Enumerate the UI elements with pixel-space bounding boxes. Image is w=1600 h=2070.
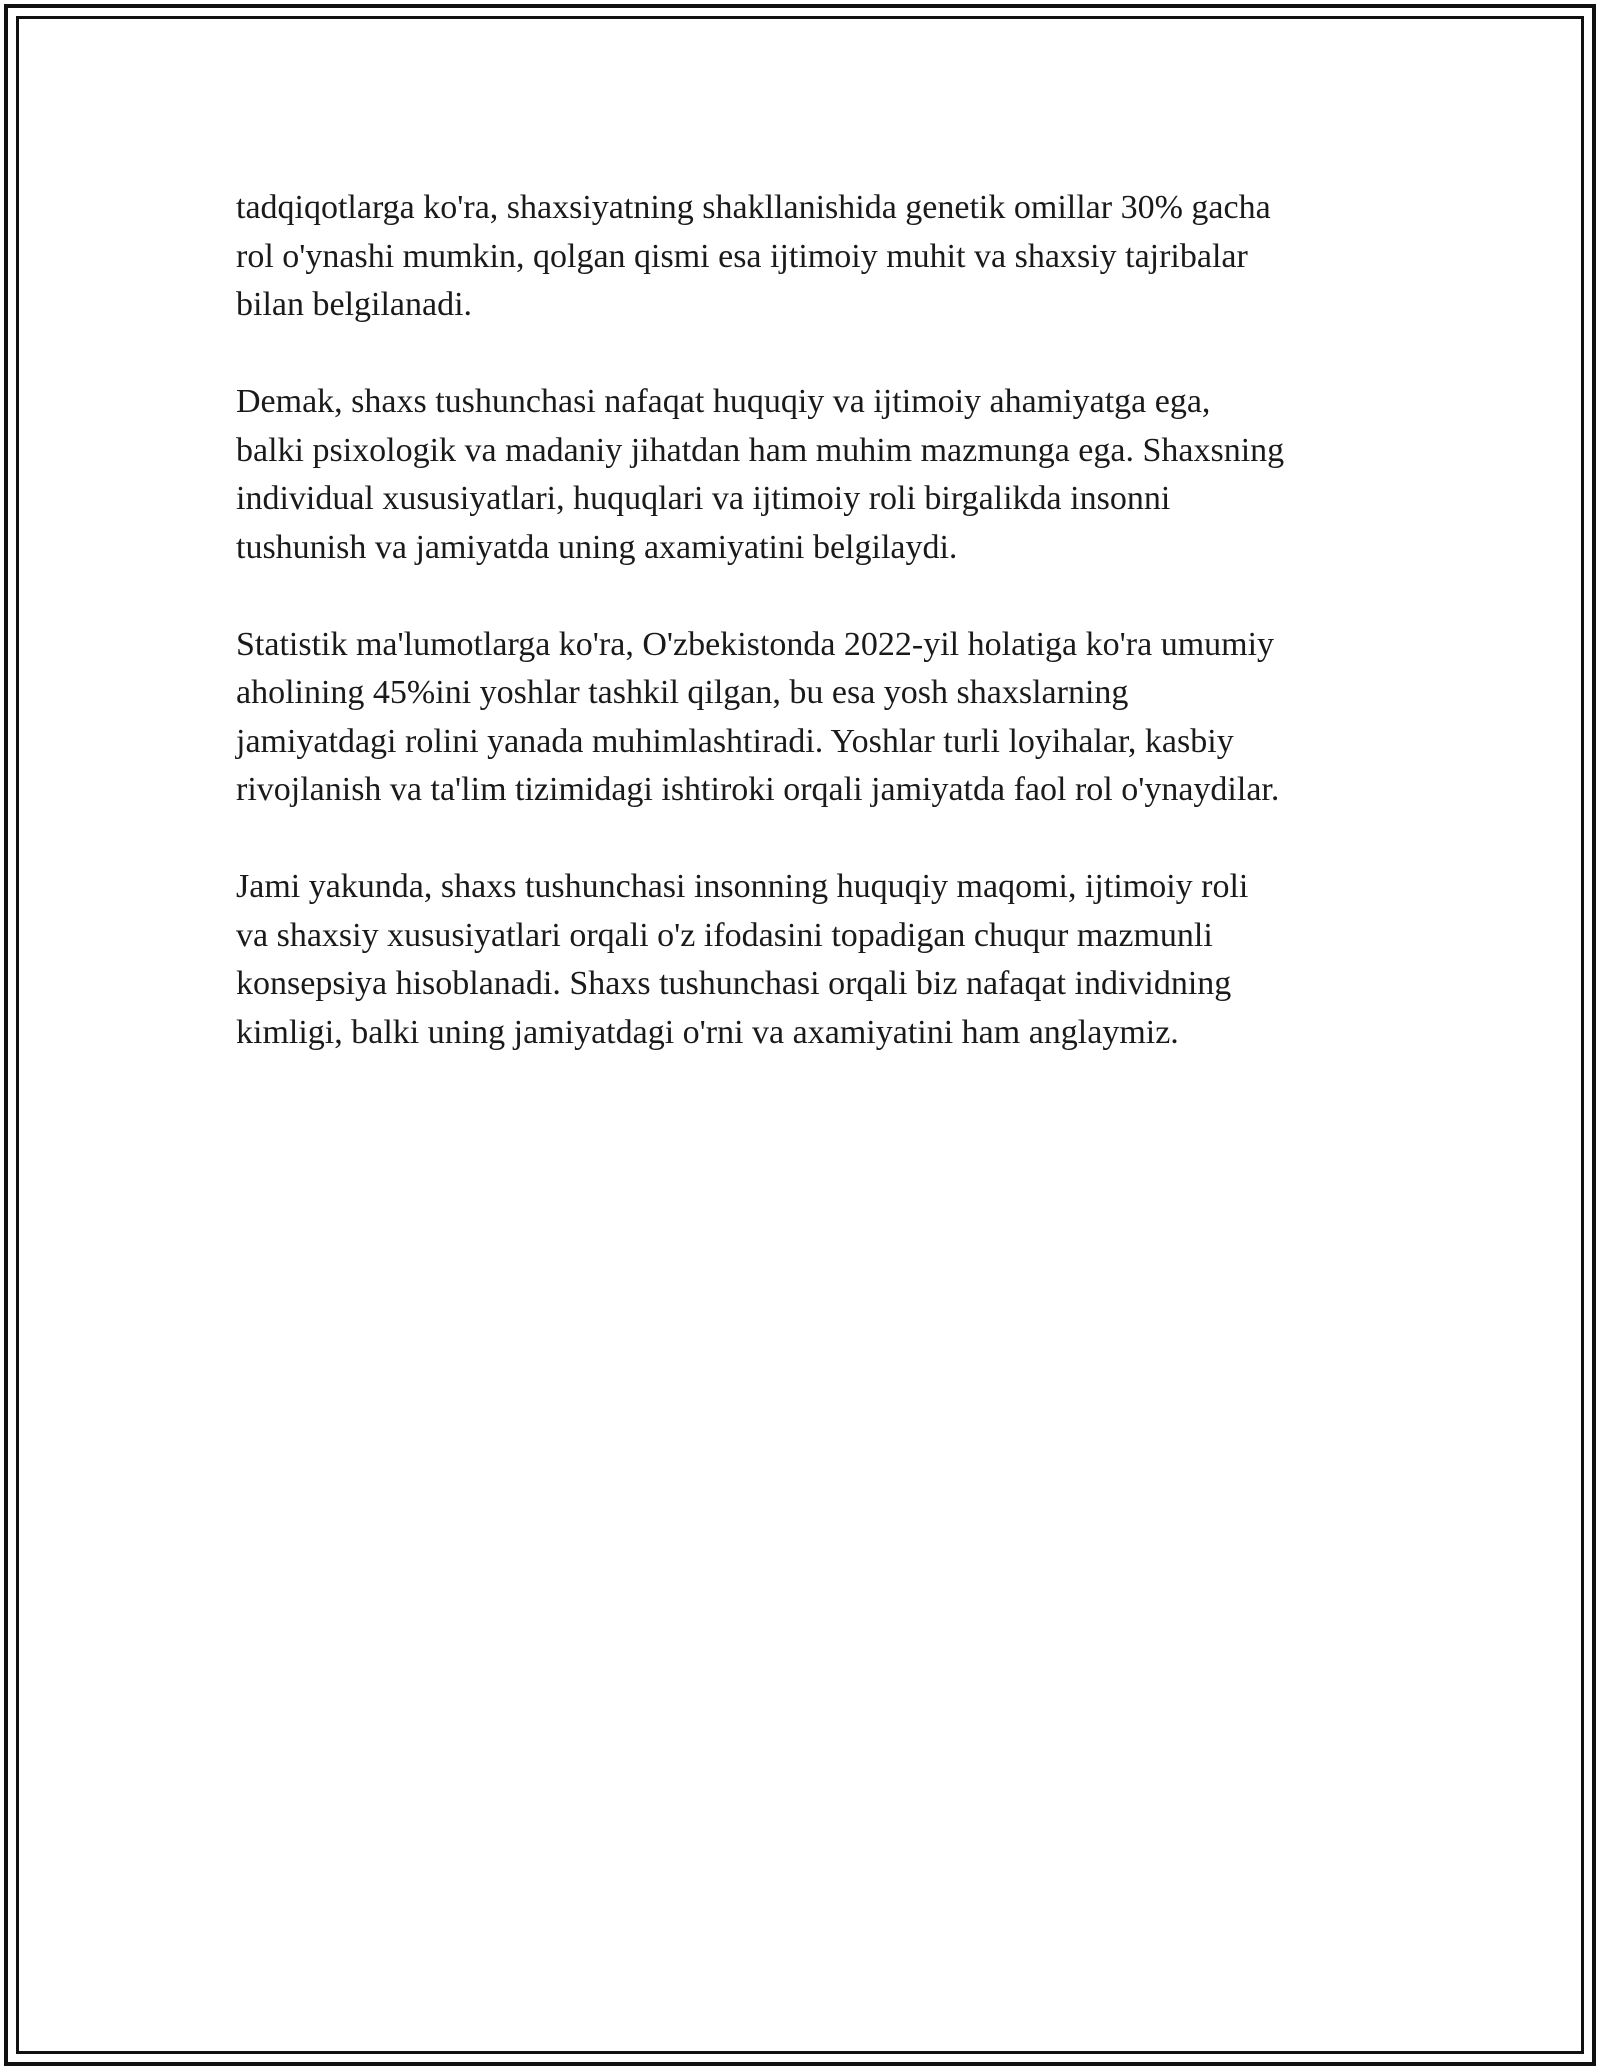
text-line: tushunish va jamiyatda uning axamiyatini belgilaydi. bbox=[236, 528, 958, 566]
text-line: Demak, shaxs tushunchasi nafaqat huquqiy va ijtimoiy ahamiyatga ega, bbox=[236, 383, 1211, 420]
text-line: kimligi, balki uning jamiyatdagi o'rni va axamiyatini ham anglaymiz. bbox=[236, 1013, 1179, 1051]
text-line: va shaxsiy xususiyatlari orqali o'z ifodasini topadigan chuqur mazmunli bbox=[236, 916, 1213, 954]
text-line: aholining 45%ini yoshlar tashkil qilgan, bu esa yosh shaxslarning bbox=[236, 674, 1129, 711]
text-line: individual xususiyatlari, huquqlari va ijtimoiy roli birgalikda insonni bbox=[236, 480, 1171, 517]
document-body bbox=[236, 184, 1396, 1106]
text-line: rol o'ynashi mumkin, qolgan qismi esa ijtimoiy muhit va shaxsiy tajribalar bbox=[236, 237, 1248, 275]
paragraph-1 bbox=[236, 184, 1396, 330]
paragraph-4 bbox=[236, 863, 1396, 1057]
text-line: rivojlanish va ta'lim tizimidagi ishtiroki orqali jamiyatda faol rol o'ynaydilar. bbox=[236, 771, 1280, 808]
text-line: tadqiqotlarga ko'ra, shaxsiyatning shakllanishida genetik omillar 30% gacha bbox=[236, 189, 1271, 226]
text-line: bilan belgilanadi. bbox=[236, 286, 473, 323]
text-line: konsepsiya hisoblanadi. Shaxs tushunchasi orqali biz nafaqat individning bbox=[236, 965, 1232, 1002]
paragraph-3 bbox=[236, 621, 1396, 815]
text-line: balki psixologik va madaniy jihatdan ham muhim mazmunga ega. Shaxsning bbox=[236, 431, 1285, 469]
text-line: Statistik ma'lumotlarga ko'ra, O'zbekistonda 2022-yil holatiga ko'ra umumiy bbox=[236, 625, 1275, 663]
text-line: jamiyatdagi rolini yanada muhimlashtiradi. Yoshlar turli loyihalar, kasbiy bbox=[236, 722, 1234, 760]
text-line: Jami yakunda, shaxs tushunchasi insonning huquqiy maqomi, ijtimoiy roli bbox=[236, 868, 1249, 905]
paragraph-2 bbox=[236, 378, 1396, 572]
